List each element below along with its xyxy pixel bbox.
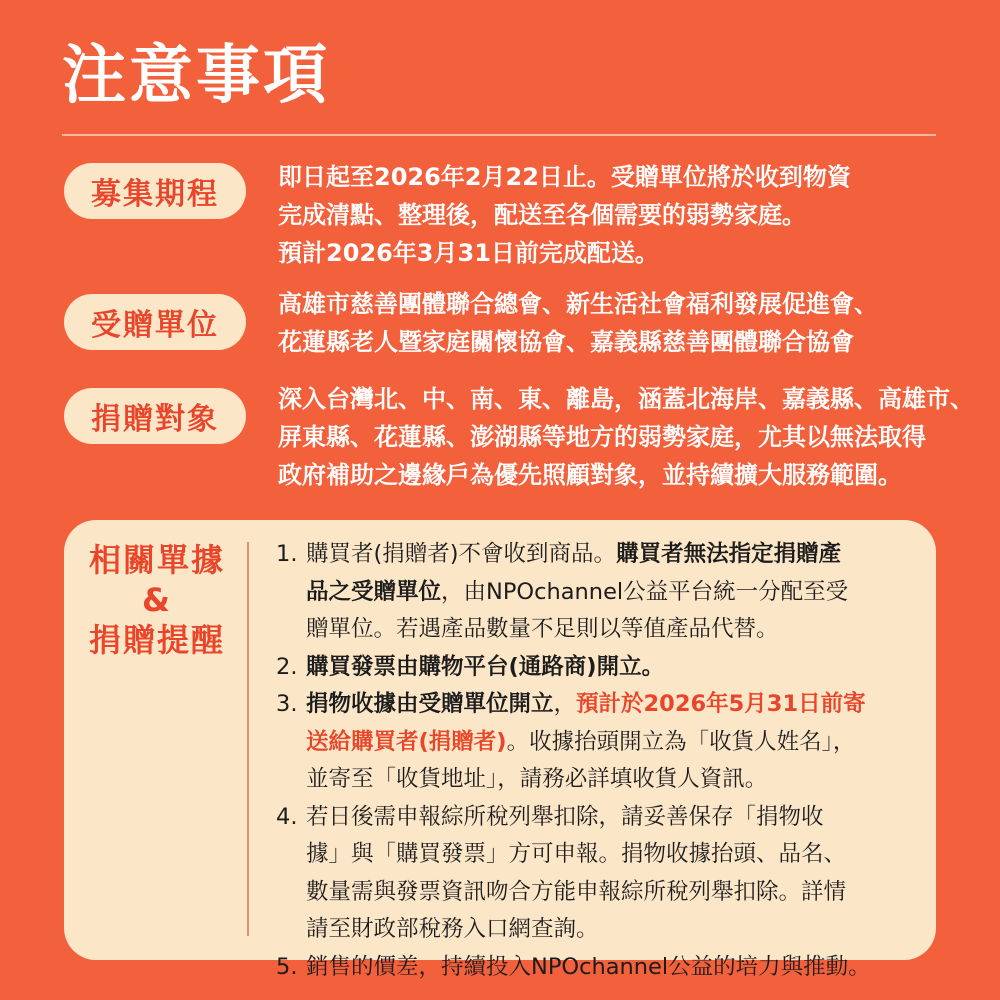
note-text: 數量需與發票資訊吻合方能申報綜所稅列舉扣除。詳情 — [306, 878, 847, 905]
note-item — [276, 649, 928, 687]
note-item — [276, 949, 928, 987]
note-text: 。收據抬頭開立為「收貨人姓名」， — [506, 728, 856, 755]
note-number: 2. — [276, 653, 298, 680]
note-text: ， — [553, 691, 577, 717]
page-title: 注意事項 — [62, 39, 330, 113]
note-text: ，由NPOchannel公益平台統一分配至受 — [441, 578, 849, 605]
info-line: 政府補助之邊緣戶為優先照顧對象，並持續擴大服務範圍。 — [278, 461, 902, 489]
note-line — [306, 874, 928, 912]
note-text-highlight: 送給購買者(捐贈者) — [306, 728, 507, 755]
title-divider — [62, 134, 936, 136]
notes-list — [276, 536, 928, 986]
info-collection-period — [278, 158, 942, 272]
label-recipient-org: 受贈單位 — [64, 294, 246, 350]
card-label — [82, 540, 232, 660]
card-label-amp: & — [142, 581, 172, 619]
info-line: 屏東縣、花蓮縣、澎湖縣等地方的弱勢家庭，尤其以無法取得 — [278, 423, 926, 451]
note-line — [306, 836, 928, 874]
note-line — [306, 949, 928, 987]
info-line: 預計2026年3月31日前完成配送。 — [278, 239, 659, 267]
note-text: 並寄至「收貨地址」，請務必詳填收貨人資訊。 — [306, 766, 768, 792]
info-recipient-org — [278, 285, 942, 361]
info-line: 深入台灣北、中、南、東、離島，涵蓋北海岸、嘉義縣、高雄市、 — [278, 385, 974, 413]
note-text: 請至財政部稅務入口網查詢。 — [306, 916, 599, 942]
note-text: 若日後需申報綜所稅列舉扣除，請妥善保存「捐物收 — [306, 803, 824, 830]
note-text-bold: 品之受贈單位 — [306, 578, 442, 605]
note-text-highlight: 預計於2026年5月31日前寄 — [576, 691, 866, 717]
note-line — [306, 686, 928, 724]
note-text-bold: 購買者無法指定捐贈產 — [616, 541, 842, 567]
card-label-bottom: 捐贈提醒 — [88, 621, 225, 659]
note-line — [306, 574, 928, 612]
note-text: 贈單位。若遇產品數量不足則以等值產品代替。 — [306, 616, 779, 642]
note-item — [276, 799, 928, 949]
label-collection-period: 募集期程 — [64, 163, 246, 219]
info-line: 花蓮縣老人暨家庭關懷協會、嘉義縣慈善團體聯合協會 — [278, 328, 854, 356]
card-separator — [247, 542, 249, 936]
note-line — [306, 611, 928, 649]
info-line: 即日起至2026年2月22日止。受贈單位將於收到物資 — [278, 163, 851, 191]
note-item — [276, 686, 928, 799]
note-number: 1. — [276, 541, 298, 567]
note-text-bold: 捐物收據由受贈單位開立 — [306, 691, 554, 717]
note-number: 5. — [276, 953, 298, 980]
note-text: 購買者(捐贈者)不會收到商品。 — [306, 541, 617, 567]
note-line — [306, 724, 928, 762]
info-donation-target — [278, 380, 974, 494]
note-text: 據」與「購買發票」方可申報。捐物收據抬頭、品名、 — [306, 841, 847, 867]
info-line: 完成清點、整理後，配送至各個需要的弱勢家庭。 — [278, 201, 806, 229]
note-line — [306, 649, 928, 687]
note-text: 銷售的價差，持續投入NPOchannel公益的培力與推動。 — [306, 953, 871, 980]
note-item — [276, 536, 928, 649]
note-line — [306, 911, 928, 949]
note-line — [306, 536, 928, 574]
note-line — [306, 761, 928, 799]
notes-card — [64, 520, 936, 980]
note-text-bold: 購買發票由購物平台(通路商)開立。 — [306, 653, 665, 680]
note-number: 4. — [276, 803, 298, 830]
info-line: 高雄市慈善團體聯合總會、新生活社會福利發展促進會、 — [278, 290, 878, 318]
note-line — [306, 799, 928, 837]
card-label-top: 相關單據 — [88, 541, 225, 579]
label-donation-target: 捐贈對象 — [64, 388, 246, 444]
note-number: 3. — [276, 691, 298, 717]
